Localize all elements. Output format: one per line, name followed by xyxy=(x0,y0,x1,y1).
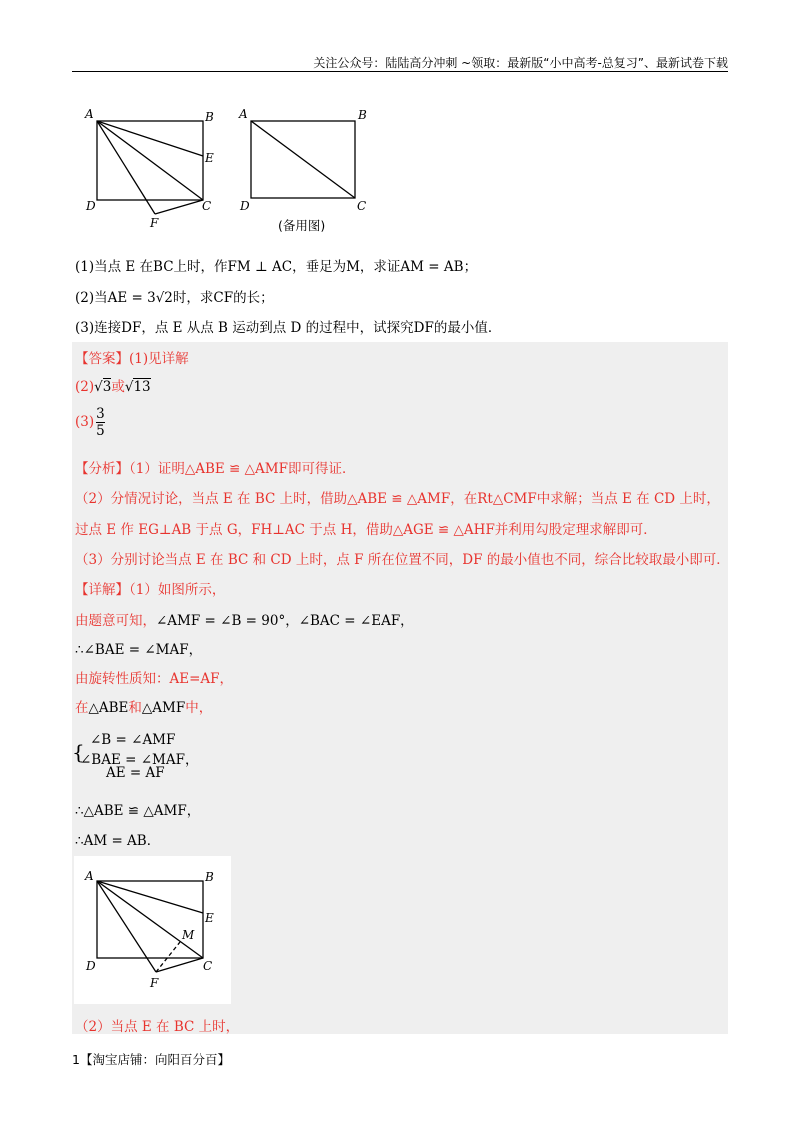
label-A: A xyxy=(85,107,94,121)
label-C: C xyxy=(357,199,367,213)
label-D: D xyxy=(240,199,250,213)
answer-2-prefix: (2) xyxy=(75,379,95,395)
page-footer: 1【淘宝店铺：向阳百分百】 xyxy=(72,1052,230,1067)
label-M: M xyxy=(182,928,195,942)
figure-rectangle-proof xyxy=(82,866,222,994)
fraction-numerator: 3 xyxy=(96,406,105,422)
answer-3-prefix: (3) xyxy=(75,414,95,430)
analysis-label: 【分析】 xyxy=(75,461,129,477)
label-C: C xyxy=(203,959,213,973)
label-D: D xyxy=(86,959,96,973)
analysis-line-4: （3）分别讨论当点 E 在 BC 和 CD 上时，点 F 所在位置不同，DF 的最小值也不同，综合比较取最小即可． xyxy=(75,552,730,568)
label-A: A xyxy=(85,869,94,883)
analysis-line-1 xyxy=(75,457,355,477)
system-line-3: AE = AF xyxy=(106,765,165,781)
detail-l1-red: 由题意可知， xyxy=(75,613,156,629)
detail-line-1 xyxy=(75,578,225,598)
system-brace: { xyxy=(72,740,85,764)
detail-part-2-start: （2）当点 E 在 BC 上时， xyxy=(75,1019,240,1035)
detail-line-3: ∴∠BAE = ∠MAF， xyxy=(75,642,203,658)
label-F: F xyxy=(150,976,159,990)
label-E: E xyxy=(205,911,214,925)
figure-rectangle-main xyxy=(82,106,222,232)
system-line-2: ∠BAE = ∠MAF， xyxy=(80,752,199,768)
question-2: (2)当AE = 3√2时，求CF的长； xyxy=(75,290,274,306)
question-3: (3)连接DF，点 E 从点 B 运动到点 D 的过程中，试探究DF的最小值． xyxy=(75,320,502,336)
answer-line-3 xyxy=(75,406,105,439)
figure-caption: (备用图) xyxy=(278,218,326,233)
answer-line-2 xyxy=(75,375,151,395)
detail-label: 【详解】 xyxy=(75,582,129,598)
detail-conclusion-2: ∴AM = AB． xyxy=(75,833,161,849)
detail-l1-math: ∠AMF = ∠B = 90°，∠BAC = ∠EAF， xyxy=(156,613,414,629)
label-F: F xyxy=(150,216,159,230)
answer-line-1 xyxy=(75,347,189,367)
detail-l4-c: 中， xyxy=(185,700,213,716)
analysis-line-3: 过点 E 作 EG⊥AB 于点 G，FH⊥AC 于点 H，借助△AGE ≌ △AHF并利用勾股定理求解即可． xyxy=(75,522,657,538)
answer-2-radicand-2: 13 xyxy=(133,379,151,395)
label-B: B xyxy=(358,108,367,122)
sqrt-symbol: √ xyxy=(94,379,103,395)
label-C: C xyxy=(202,199,212,213)
detail-l4-t1: △ABE xyxy=(88,700,129,716)
sqrt-symbol: √ xyxy=(124,379,134,395)
answer-2-radicand-1: 3 xyxy=(102,379,112,395)
detail-line-2 xyxy=(75,609,414,629)
page-header: 关注公众号：陆陆高分冲刺 ~领取：最新版“小中高考-总复习”、最新试卷下载 xyxy=(313,56,728,70)
fraction-denominator: 5 xyxy=(96,423,105,439)
detail-line-5 xyxy=(75,696,212,716)
label-D: D xyxy=(86,199,96,213)
header-divider xyxy=(72,71,728,72)
answer-label: 【答案】 xyxy=(75,351,129,367)
label-E: E xyxy=(205,151,214,165)
label-B: B xyxy=(205,110,214,124)
answer-3-fraction xyxy=(96,406,105,439)
label-B: B xyxy=(205,870,214,884)
detail-intro: （1）如图所示， xyxy=(129,582,226,598)
detail-conclusion-1: ∴△ABE ≌ △AMF， xyxy=(75,803,201,819)
analysis-p1: （1）证明△ABE ≌ △AMF即可得证． xyxy=(129,461,356,477)
answer-2-or: 或 xyxy=(111,379,125,395)
analysis-line-2: （2）分情况讨论，当点 E 在 BC 上时，借助△ABE ≌ △AMF，在Rt△CMF中求解；当点 E 在 CD 上时， xyxy=(75,491,720,507)
detail-l4-b: 和 xyxy=(128,700,142,716)
answer-1: (1)见详解 xyxy=(129,351,189,367)
system-line-1: ∠B = ∠AMF xyxy=(90,732,176,748)
question-1: (1)当点 E 在BC上时，作FM ⊥ AC，垂足为M，求证AM = AB； xyxy=(75,259,478,275)
detail-line-4: 由旋转性质知：AE=AF， xyxy=(75,671,234,687)
figure-rectangle-spare xyxy=(236,106,376,238)
detail-l4-t2: △AMF xyxy=(141,700,186,716)
label-A: A xyxy=(239,107,248,121)
detail-l4-a: 在 xyxy=(75,700,89,716)
